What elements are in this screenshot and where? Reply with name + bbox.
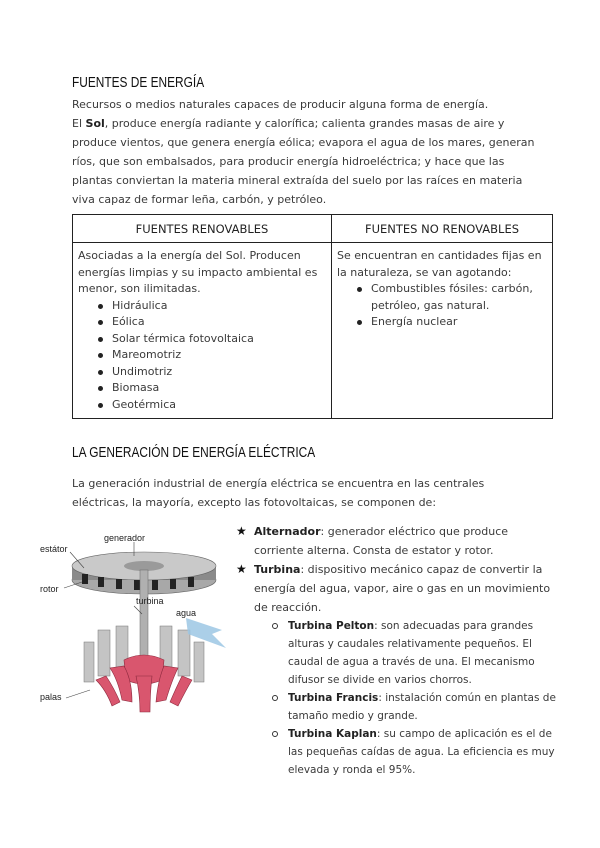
label-agua: agua [176, 608, 197, 618]
list-item-francis: Turbina Francis: instalación común en plantas de tamaño medio y grande. [270, 689, 556, 725]
list-item: Combustibles fósiles: carbón, petróleo, gas natural. [353, 281, 547, 314]
nonrenewable-description: Se encuentran en cantidades fijas en la naturaleza, se van agotando: [337, 249, 542, 279]
heading-fuentes-energia: FUENTES DE ENERGÍA [72, 75, 205, 91]
header-renovables: FUENTES RENOVABLES [73, 215, 332, 243]
list-item: Eólica [94, 314, 326, 331]
components-list [236, 522, 556, 779]
turbine-runner-blades [96, 655, 192, 712]
nonrenewable-list [337, 281, 547, 331]
list-item: Biomasa [94, 380, 326, 397]
heading-generacion-electrica: LA GENERACIÓN DE ENERGÍA ELÉCTRICA [72, 445, 316, 461]
label-generador: generador [104, 533, 146, 543]
energy-sources-table [72, 214, 553, 419]
turbine-generator-illustration [36, 530, 236, 720]
intro-paragraph: Recursos o medios naturales capaces de producir alguna forma de energía. El Sol, produce energía radiante y calorífica; calienta grandes masas de aire y produce vientos, que genera energía eólica; evapora el agua de los mares, generan ríos, que son embalsados, para producir energía hidroeléctrica; y hace que las plantas conviertan la materia mineral extraída del suelo por las raíces en materia viva capaz de formar leña, carbón, y petróleo. [72, 98, 535, 206]
list-item-kaplan: Turbina Kaplan: su campo de aplicación es el de las pequeñas caídas de agua. La eficiencia es muy elevada y ronda el 95%. [270, 725, 556, 779]
nonrenewable-cell [332, 243, 553, 419]
label-rotor: rotor [40, 584, 59, 594]
list-item: Hidráulica [94, 298, 326, 315]
list-item: Geotérmica [94, 397, 326, 414]
list-item: Solar térmica fotovoltaica [94, 331, 326, 348]
star-bullet-icon: ★ [236, 562, 247, 576]
turbine-diagram [36, 530, 236, 720]
generator-hub [124, 561, 164, 571]
list-item: Energía nuclear [353, 314, 547, 331]
list-item: Undimotriz [94, 364, 326, 381]
renewable-cell [73, 243, 332, 419]
label-estator: estátor [40, 544, 68, 554]
turbine-types-list [236, 617, 556, 779]
list-item-turbina: ★ Turbina: dispositivo mecánico capaz de convertir la energía del agua, vapor, aire o gas en un movimiento de reacción. [236, 562, 551, 614]
label-turbina: turbina [136, 596, 164, 606]
list-item-alternador: ★ Alternador: generador eléctrico que produce corriente alterna. Consta de estator y rotor. [236, 524, 509, 557]
star-bullet-icon: ★ [236, 524, 247, 538]
label-palas: palas [40, 692, 62, 702]
renewable-description: Asociadas a la energía del Sol. Producen energías limpias y su impacto ambiental es menor, son ilimitadas. [78, 249, 318, 295]
list-item: Mareomotriz [94, 347, 326, 364]
renewable-list [78, 298, 326, 414]
header-no-renovables: FUENTES NO RENOVABLES [332, 215, 553, 243]
water-flow-arrow [186, 618, 226, 648]
list-item-pelton: Turbina Pelton: son adecuadas para grandes alturas y caudales relativamente pequeños. El caudal de agua a través de una. El mecanismo difusor se divide en varios chorros. [270, 617, 556, 689]
sol-bold: Sol [85, 117, 105, 130]
generation-intro: La generación industrial de energía eléctrica se encuentra en las centrales eléctricas, la mayoría, excepto las fotovoltaicas, se componen de: [72, 477, 485, 509]
